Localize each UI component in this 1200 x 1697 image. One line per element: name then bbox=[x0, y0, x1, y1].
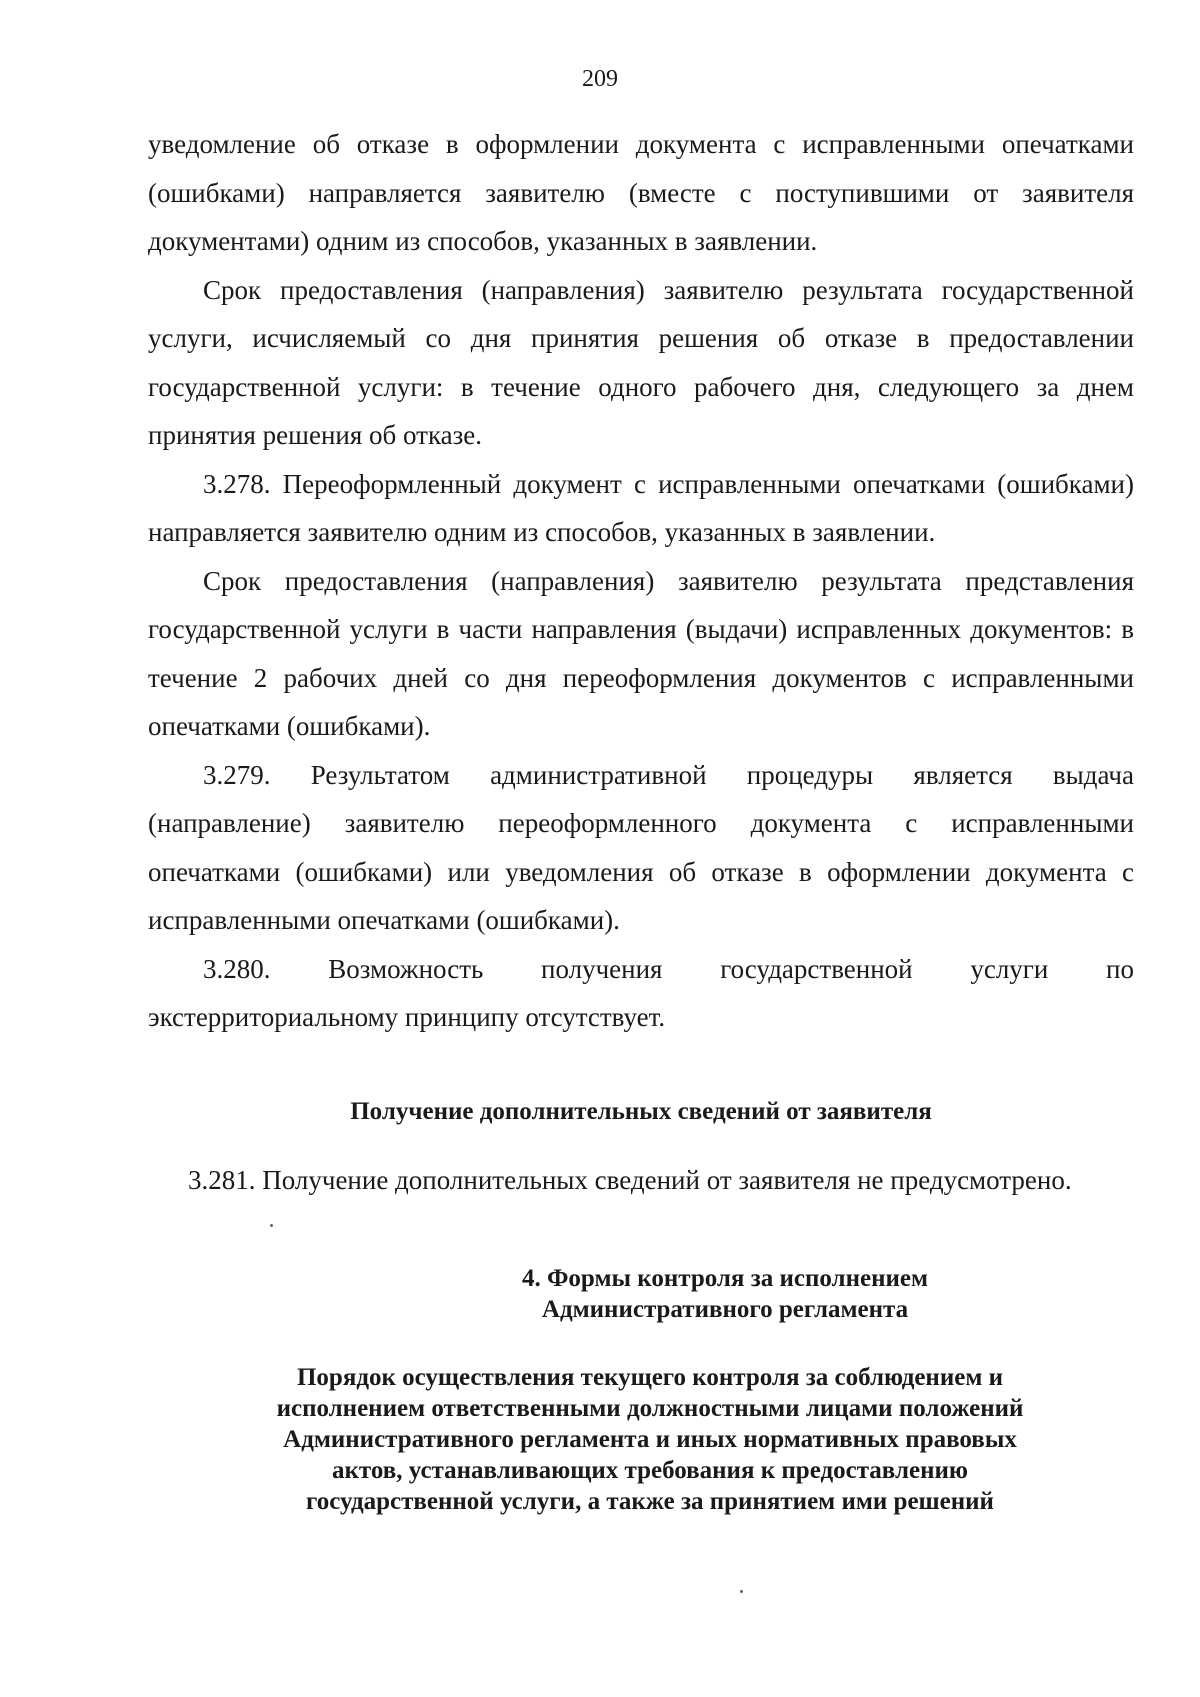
body-text bbox=[148, 120, 1134, 1042]
control-order-heading bbox=[200, 1362, 1100, 1517]
paragraph-term-refusal: Срок предоставления (направления) заявителю результата государственной услуги, исчисляемый со дня принятия решения об отказе в предоставлении государственной услуги: в течение одного рабочего дня, следующего за днем принятия решения об отказе. bbox=[148, 274, 1134, 450]
heading-additional-info: Получение дополнительных сведений от заявителя bbox=[350, 1098, 932, 1125]
control-order-heading-line: государственной услуги, а также за принятием ими решений bbox=[306, 1488, 994, 1515]
section-4-heading-line2: Административного регламента bbox=[541, 1296, 909, 1323]
scan-speck bbox=[270, 1224, 273, 1227]
page-number: 209 bbox=[582, 66, 618, 92]
control-order-heading-line: Порядок осуществления текущего контроля за соблюдением и bbox=[296, 1364, 1004, 1391]
paragraph-term-corrected: Срок предоставления (направления) заявителю результата представления государственной услуги в части направления (выдачи) исправленных документов: в течение 2 рабочих дней со дня переоформления документов с исправленными опечатками (ошибками). bbox=[148, 565, 1134, 741]
scan-speck bbox=[740, 1590, 743, 1593]
paragraph-continuation: уведомление об отказе в оформлении документа с исправленными опечатками (ошибками) направляется заявителю (вместе с поступившими от заявителя документами) одним из способов, указанных в заявлении. bbox=[148, 129, 1134, 256]
section-4-heading-line1: 4. Формы контроля за исполнением bbox=[521, 1265, 929, 1292]
section-4-heading bbox=[400, 1263, 1050, 1325]
control-order-heading-line: актов, устанавливающих требования к предоставлению bbox=[332, 1457, 968, 1484]
paragraph-3-279: 3.279. Результатом административной процедуры является выдача (направление) заявителю переоформленного документа с исправленными опечатками (ошибками) или уведомления об отказе в оформлении документа с исправленными опечатками (ошибками). bbox=[148, 759, 1134, 935]
paragraph-3-278: 3.278. Переоформленный документ с исправленными опечатками (ошибками) направляется заявителю одним из способов, указанных в заявлении. bbox=[148, 468, 1134, 547]
control-order-heading-line: Административного регламента и иных нормативных правовых bbox=[283, 1426, 1017, 1453]
control-order-heading-line: исполнением ответственными должностными лицами положений bbox=[276, 1395, 1024, 1422]
paragraph-3-280: 3.280. Возможность получения государственной услуги по экстерриториальному принципу отсутствует. bbox=[148, 953, 1134, 1032]
paragraph-3-281: 3.281. Получение дополнительных сведений от заявителя не предусмотрено. bbox=[188, 1165, 1072, 1195]
